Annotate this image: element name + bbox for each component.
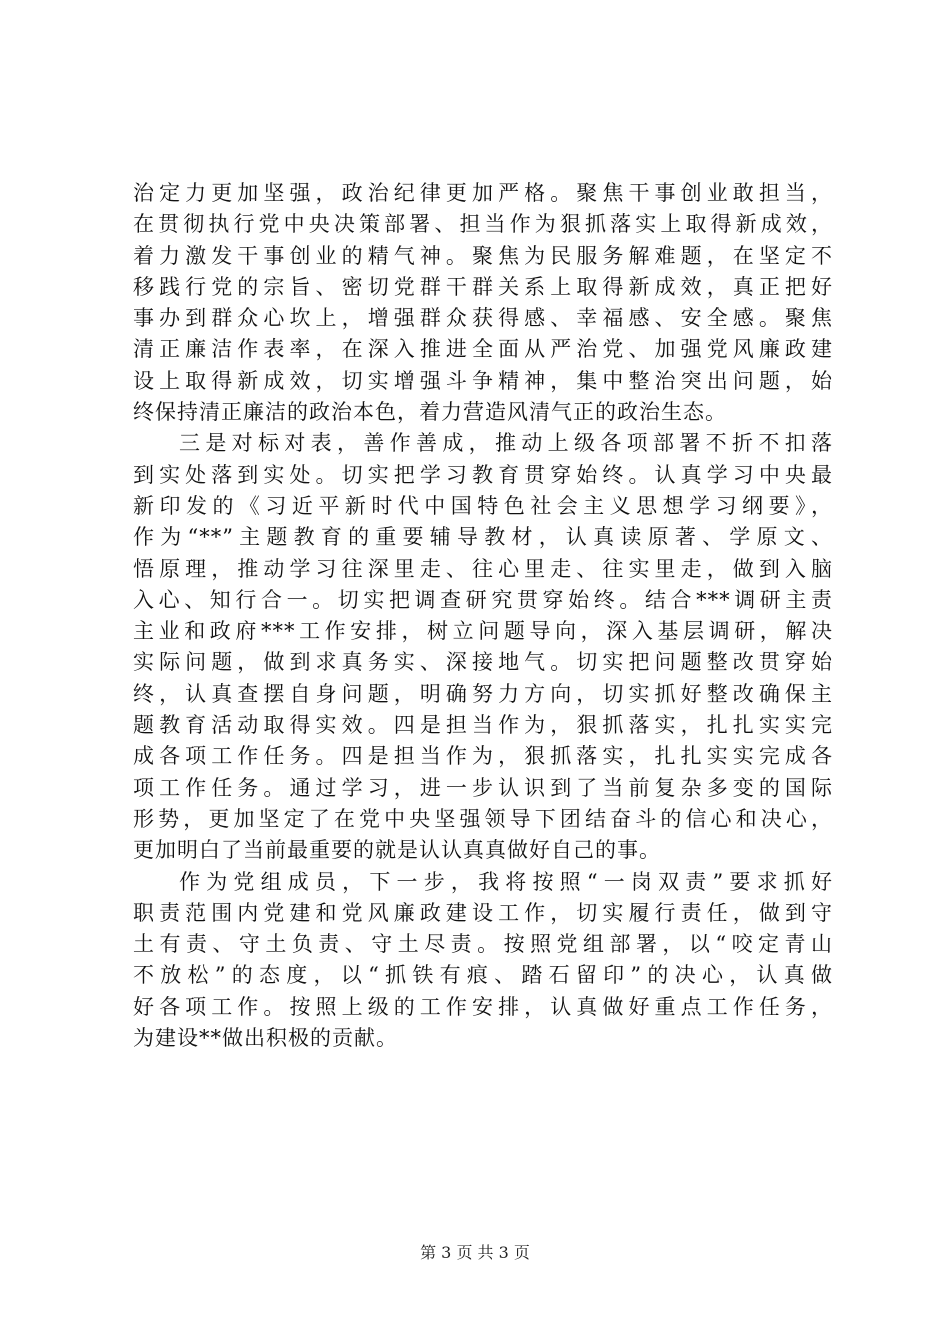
paragraph-3-line: 作为党组成员，下一步，我将按照“一岗双责”要求抓好 xyxy=(179,869,833,894)
paragraph-1-line: 清正廉洁作表率，在深入推进全面从严治党、加强党风廉政建 xyxy=(133,337,833,362)
paragraph-1-line: 事办到群众心坎上，增强群众获得感、幸福感、安全感。聚焦 xyxy=(133,306,833,331)
paragraph-2-line: 到实处落到实处。切实把学习教育贯穿始终。认真学习中央最 xyxy=(133,462,833,487)
paragraph-1-line: 在贯彻执行党中央决策部署、担当作为狠抓落实上取得新成效， xyxy=(133,212,833,237)
paragraph-1-line: 移践行党的宗旨、密切党群干群关系上取得新成效，真正把好 xyxy=(133,274,833,299)
paragraph-1-line: 设上取得新成效，切实增强斗争精神，集中整治突出问题，始 xyxy=(133,368,833,393)
document-body xyxy=(133,178,833,1054)
paragraph-2-line: 入心、知行合一。切实把调查研究贯穿始终。结合***调研主责 xyxy=(133,587,833,612)
paragraph-2-line: 新印发的《习近平新时代中国特色社会主义思想学习纲要》， xyxy=(133,493,833,518)
paragraph-2-line: 悟原理，推动学习往深里走、往心里走、往实里走，做到入脑 xyxy=(133,556,833,581)
paragraph-2-line: 终，认真查摆自身问题，明确努力方向，切实抓好整改确保主 xyxy=(133,681,833,706)
paragraph-2-line: 题教育活动取得实效。四是担当作为，狠抓落实，扎扎实实完 xyxy=(133,713,833,738)
paragraph-2-line: 形势，更加坚定了在党中央坚强领导下团结奋斗的信心和决心， xyxy=(133,806,833,831)
paragraph-2-line: 项工作任务。通过学习，进一步认识到了当前复杂多变的国际 xyxy=(133,775,833,800)
paragraph-1-line: 治定力更加坚强，政治纪律更加严格。聚焦干事创业敢担当， xyxy=(133,181,833,205)
paragraph-1-line: 终保持清正廉洁的政治本色，着力营造风清气正的政治生态。 xyxy=(133,400,727,425)
paragraph-2-line: 成各项工作任务。四是担当作为，狠抓落实，扎扎实实完成各 xyxy=(133,744,833,769)
paragraph-3-line: 土有责、守土负责、守土尽责。按照党组部署，以“咬定青山 xyxy=(133,932,833,957)
paragraph-2-line: 三是对标对表，善作善成，推动上级各项部署不折不扣落 xyxy=(179,431,833,456)
paragraph-2-line: 实际问题，做到求真务实、深接地气。切实把问题整改贯穿始 xyxy=(133,650,833,675)
paragraph-2-line: 主业和政府***工作安排，树立问题导向，深入基层调研，解决 xyxy=(133,619,833,644)
paragraph-3-line: 职责范围内党建和党风廉政建设工作，切实履行责任，做到守 xyxy=(133,900,833,925)
paragraph-3-line: 好各项工作。按照上级的工作安排，认真做好重点工作任务， xyxy=(133,994,833,1019)
paragraph-3-line: 不放松”的态度，以“抓铁有痕、踏石留印”的决心，认真做 xyxy=(133,963,833,988)
paragraph-2-line: 更加明白了当前最重要的就是认认真真做好自己的事。 xyxy=(133,838,661,863)
paragraph-3-line: 为建设**做出积极的贡献。 xyxy=(133,1026,398,1051)
page-number-footer: 第 3 页 共 3 页 xyxy=(420,1243,530,1262)
paragraph-1-line: 着力激发干事创业的精气神。聚焦为民服务解难题，在坚定不 xyxy=(133,243,833,268)
paragraph-2-line: 作为“**”主题教育的重要辅导教材，认真读原著、学原文、 xyxy=(133,525,833,550)
